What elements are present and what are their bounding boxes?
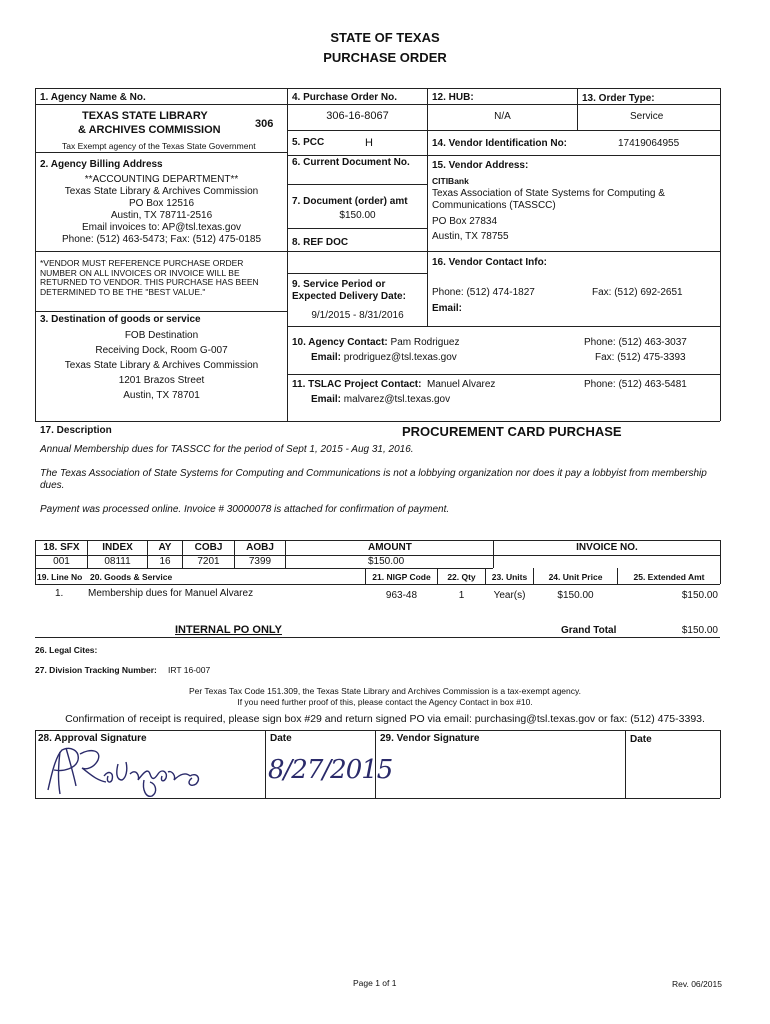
project-contact [292, 379, 495, 390]
agency-contact-fax: Fax: (512) 475-3393 [595, 352, 686, 363]
agency-contact-phone: Phone: (512) 463-3037 [584, 337, 687, 348]
vendor-address-label: 15. Vendor Address: [432, 160, 529, 171]
header-index: INDEX [102, 542, 133, 553]
tracking-label: 27. Division Tracking Number: [35, 665, 157, 675]
po-number-value: 306-16-8067 [326, 110, 389, 122]
cell-amount: $150.00 [368, 556, 405, 567]
current-doc-label: 6. Current Document No. [292, 157, 410, 168]
header-ay: AY [158, 542, 172, 553]
agency-number: 306 [255, 118, 274, 130]
header-goods: 20. Goods & Service [90, 572, 173, 582]
ref-doc-label: 8. REF DOC [292, 237, 349, 248]
item-units: Year(s) [493, 590, 526, 601]
item-line-no: 1. [55, 588, 64, 599]
order-type-value: Service [630, 111, 664, 122]
order-type-label: 13. Order Type: [582, 93, 655, 104]
header-units: 23. Units [491, 572, 528, 582]
agency-email-label: Email: [311, 352, 342, 363]
header-nigp: 21. NIGP Code [372, 572, 431, 582]
cell-sfx: 001 [53, 556, 70, 567]
vendor-address-line: Austin, TX 78755 [432, 231, 509, 242]
agency-contact [292, 337, 459, 348]
cell-cobj: 7201 [197, 556, 220, 567]
billing-line: Texas State Library & Archives Commission [64, 186, 259, 197]
description-paragraph-3: Payment was processed online. Invoice # 30000078 is attached for confirmation of payment. [40, 504, 450, 515]
billing-line: **ACCOUNTING DEPARTMENT** [84, 174, 239, 185]
header-invoice: INVOICE NO. [576, 542, 638, 553]
agency-name-line2: & ARCHIVES COMMISSION [78, 124, 221, 136]
header-cobj: COBJ [194, 542, 223, 553]
tracking-value: IRT 16-007 [168, 665, 211, 675]
po-number-label: 4. Purchase Order No. [292, 92, 398, 103]
tax-exempt-note: Tax Exempt agency of the Texas State Government [62, 141, 256, 151]
agency-contact-name: Pam Rodriguez [390, 337, 460, 348]
agency-contact-label: 10. Agency Contact: [292, 337, 388, 348]
destination-line: Receiving Dock, Room G-007 [95, 345, 228, 356]
vendor-address-line: Communications (TASSCC) [432, 200, 556, 211]
doc-amount-value: $150.00 [339, 210, 376, 221]
signed-date: 8/27/2015 [268, 755, 393, 785]
vendor-id-value: 17419064955 [618, 138, 680, 149]
procurement-heading: PROCUREMENT CARD PURCHASE [402, 424, 622, 439]
header-aobj: AOBJ [246, 542, 274, 553]
project-contact-name: Manuel Alvarez [427, 379, 496, 390]
service-period-label: 9. Service Period or [292, 279, 386, 290]
destination-label: 3. Destination of goods or service [40, 314, 201, 325]
vendor-date-label: Date [630, 734, 652, 745]
confirmation-note: Confirmation of receipt is required, please sign box #29 and return signed PO via email: purchasing@tsl.texas.gov or fax: (512) 475-3393. [65, 713, 705, 725]
item-nigp: 963-48 [385, 590, 418, 601]
project-email-label: Email: [311, 394, 342, 405]
doc-amount-label: 7. Document (order) amt [292, 196, 408, 207]
header-line-no: 19. Line No [37, 572, 83, 582]
approval-signature-label: 28. Approval Signature [38, 733, 147, 744]
project-contact-label: 11. TSLAC Project Contact: [292, 379, 422, 390]
pcc-value: H [365, 137, 373, 149]
legal-cites-label: 26. Legal Cites: [35, 645, 98, 655]
agency-contact-email-row [311, 352, 457, 363]
page-number: Page 1 of 1 [353, 978, 397, 988]
hub-value: N/A [494, 111, 511, 122]
grand-total-label: Grand Total [561, 625, 617, 636]
approval-date-label: Date [270, 733, 292, 744]
vendor-contact-label: 16. Vendor Contact Info: [432, 257, 548, 268]
agency-label: 1. Agency Name & No. [40, 92, 146, 103]
vendor-reference-note: *VENDOR MUST REFERENCE PURCHASE ORDER NUMBER ON ALL INVOICES OR INVOICE WILL BE RETURNED TO VENDOR. THIS PURCHASE HAS BEEN DETERMINED TO BE THE "BEST VALUE." [40, 258, 259, 297]
description-label: 17. Description [40, 425, 112, 436]
header-unit-price: 24. Unit Price [548, 572, 603, 582]
project-contact-phone: Phone: (512) 463-5481 [584, 379, 687, 390]
item-description: Membership dues for Manuel Alvarez [88, 588, 254, 599]
vendor-phone: Phone: (512) 474-1827 [432, 287, 535, 298]
billing-line: Austin, TX 78711-2516 [110, 210, 213, 221]
destination-address [36, 328, 287, 403]
delivery-date-label: Expected Delivery Date: [292, 291, 406, 302]
destination-line: Austin, TX 78701 [123, 390, 200, 401]
cell-aobj: 7399 [248, 556, 272, 567]
header-amount: AMOUNT [368, 542, 412, 553]
cell-ay: 16 [159, 556, 171, 567]
tax-notice-line2: If you need further proof of this, please contact the Agency Contact in box #10. [237, 697, 533, 707]
billing-line: Email invoices to: AP@tsl.texas.gov [81, 222, 242, 233]
grand-total-value: $150.00 [681, 625, 718, 636]
vendor-fax: Fax: (512) 692-2651 [592, 287, 683, 298]
item-extended: $150.00 [681, 590, 718, 601]
vendor-email-label: Email: [432, 303, 463, 314]
vendor-signature-label: 29. Vendor Signature [380, 733, 480, 744]
billing-line: Phone: (512) 463-5473; Fax: (512) 475-0185 [61, 234, 262, 245]
agency-contact-email: prodriguez@tsl.texas.gov [343, 352, 457, 363]
destination-line: Texas State Library & Archives Commission [64, 360, 259, 371]
header-sfx: 18. SFX [43, 542, 80, 553]
header-extended: 25. Extended Amt [633, 572, 705, 582]
destination-line: FOB Destination [124, 330, 199, 341]
description-paragraph-2: The Texas Association of State Systems for Computing and Communications is not a lobbying organization nor does it pay a lobbyist from membership dues. [40, 468, 707, 491]
vendor-address-line: Texas Association of State Systems for Computing & [432, 187, 665, 199]
project-contact-email-row [311, 394, 450, 405]
agency-name-line1: TEXAS STATE LIBRARY [82, 110, 208, 122]
cell-index: 08111 [104, 556, 131, 567]
billing-address [36, 174, 287, 246]
vendor-address-line: CITIBank [432, 176, 469, 186]
hub-label: 12. HUB: [432, 92, 474, 103]
state-title: STATE OF TEXAS [330, 30, 440, 45]
tax-notice-line1: Per Texas Tax Code 151.309, the Texas State Library and Archives Commission is a tax-exempt agency. [189, 686, 581, 696]
item-qty: 1 [458, 590, 465, 601]
billing-label: 2. Agency Billing Address [40, 159, 163, 170]
billing-line: PO Box 12516 [128, 198, 195, 209]
service-period-value: 9/1/2015 - 8/31/2016 [311, 310, 404, 321]
revision: Rev. 06/2015 [672, 979, 722, 989]
destination-line: 1201 Brazos Street [118, 375, 205, 386]
internal-po-only: INTERNAL PO ONLY [175, 624, 282, 636]
header-qty: 22. Qty [447, 572, 476, 582]
vendor-address-line: PO Box 27834 [432, 215, 498, 227]
item-unit-price: $150.00 [557, 590, 594, 601]
document-title: PURCHASE ORDER [323, 50, 447, 65]
vendor-address [432, 175, 665, 244]
approval-signature-image [40, 742, 210, 800]
pcc-label: 5. PCC [292, 137, 325, 148]
description-paragraph-1: Annual Membership dues for TASSCC for the period of Sept 1, 2015 - Aug 31, 2016. [40, 444, 414, 455]
project-contact-email: malvarez@tsl.texas.gov [343, 394, 451, 405]
vendor-id-label: 14. Vendor Identification No: [432, 138, 568, 149]
